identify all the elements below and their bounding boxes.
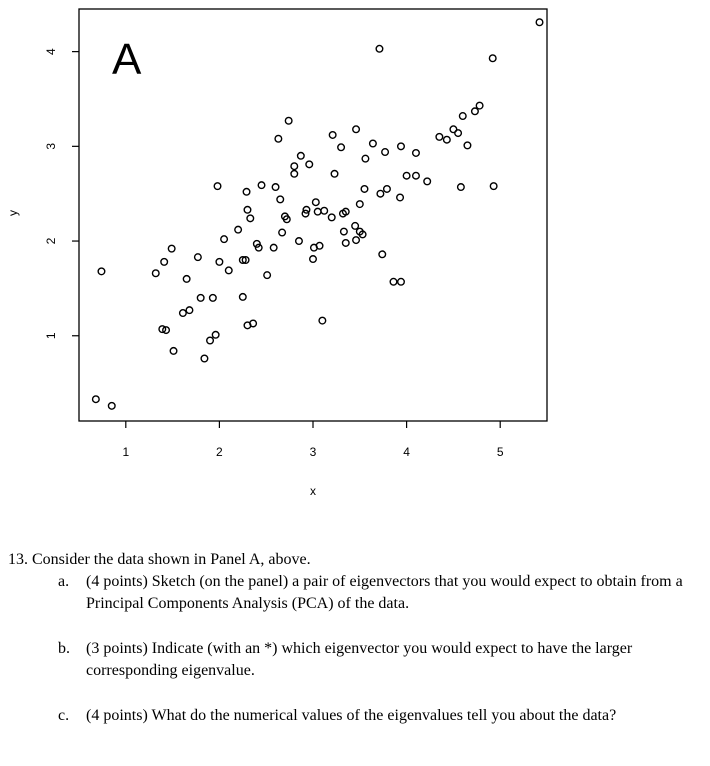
data-point [489, 55, 496, 62]
y-tick-label: 3 [44, 142, 58, 150]
data-point [270, 244, 277, 251]
data-point [247, 215, 254, 222]
data-point [362, 155, 369, 162]
data-point [108, 403, 115, 410]
x-axis [122, 421, 503, 459]
data-point [328, 214, 335, 221]
data-point [361, 186, 368, 193]
data-point [221, 236, 228, 243]
data-point [98, 268, 105, 275]
question-item-a [8, 571, 703, 615]
x-axis-label: x [310, 484, 316, 498]
question-block [8, 549, 703, 727]
data-point [201, 355, 208, 362]
panel-label: A [112, 35, 142, 84]
x-tick-label: 1 [122, 445, 130, 459]
item-letter: b. [58, 640, 70, 657]
item-text: (3 points) Indicate (with an *) which eigenvector you would expect to have the larger corresponding eigenvalue. [86, 640, 633, 679]
data-point [444, 136, 451, 143]
data-point [331, 171, 338, 178]
data-point [321, 207, 328, 214]
data-point [212, 332, 219, 339]
data-point [376, 45, 383, 52]
data-point [210, 295, 217, 302]
data-point [235, 226, 242, 233]
x-tick-label: 2 [216, 445, 223, 459]
question-heading: 13. Consider the data shown in Panel A, above. [8, 551, 311, 568]
data-point [319, 317, 326, 324]
data-point [413, 172, 420, 179]
data-point [490, 183, 497, 190]
data-point [93, 396, 100, 403]
question-item-c [8, 705, 703, 727]
question-item-b [8, 638, 703, 682]
data-point [225, 267, 232, 274]
y-tick-label: 4 [44, 48, 58, 55]
y-tick-label: 1 [44, 332, 58, 340]
data-point [216, 259, 223, 266]
data-point [170, 348, 177, 355]
item-text: (4 points) What do the numerical values of the eigenvalues tell you about the data? [86, 707, 617, 724]
data-point [455, 130, 462, 137]
data-point [398, 143, 405, 150]
y-tick-label: 2 [44, 237, 58, 245]
data-point [277, 196, 284, 203]
data-point [472, 108, 479, 115]
data-point [384, 186, 391, 193]
y-axis [44, 48, 79, 339]
data-point [214, 183, 221, 190]
data-point [291, 163, 298, 170]
data-point [353, 237, 360, 244]
data-point [338, 144, 345, 151]
data-point [379, 251, 386, 258]
data-point [207, 337, 214, 344]
data-point [458, 184, 465, 191]
item-letter: a. [58, 573, 70, 590]
data-point [464, 142, 471, 149]
data-point [397, 194, 404, 201]
data-point [353, 126, 360, 133]
data-point [264, 272, 271, 279]
data-point [314, 208, 321, 215]
data-point [403, 172, 410, 179]
data-point [183, 276, 190, 283]
x-tick-label: 4 [403, 445, 410, 459]
item-letter: c. [58, 707, 70, 724]
data-point [357, 201, 364, 208]
data-point [341, 228, 348, 235]
data-point [296, 238, 303, 245]
data-point [161, 259, 168, 266]
item-text: (4 points) Sketch (on the panel) a pair of eigenvectors that you would expect to obtain from a Principal Components Analysis (PCA) of the data. [86, 573, 683, 612]
data-point [313, 199, 320, 206]
data-point [180, 310, 187, 317]
data-point [243, 188, 250, 195]
data-point [298, 153, 305, 160]
data-point [152, 270, 159, 277]
data-point [195, 254, 202, 261]
data-point [244, 206, 251, 213]
data-point [424, 178, 431, 185]
data-point [352, 223, 359, 230]
data-point [186, 307, 193, 314]
y-axis-label: y [6, 210, 20, 216]
data-point [275, 135, 282, 142]
data-point [476, 102, 483, 109]
data-point [398, 278, 405, 285]
data-point [382, 149, 389, 156]
data-points [93, 19, 543, 409]
data-point [306, 161, 313, 168]
data-point [168, 245, 175, 252]
data-point [272, 184, 279, 191]
data-point [377, 190, 384, 197]
data-point [291, 171, 298, 178]
data-point [536, 19, 543, 26]
data-point [258, 182, 265, 189]
x-tick-label: 3 [309, 445, 317, 459]
data-point [342, 240, 349, 247]
data-point [390, 278, 397, 285]
data-point [240, 294, 247, 301]
data-point [459, 113, 466, 120]
x-tick-label: 5 [496, 445, 504, 459]
plot-frame [79, 9, 547, 421]
data-point [310, 256, 317, 263]
data-point [413, 150, 420, 157]
data-point [370, 140, 377, 147]
data-point [279, 229, 286, 236]
data-point [436, 134, 443, 141]
data-point [329, 132, 336, 139]
data-point [197, 295, 204, 302]
data-point [285, 117, 292, 124]
